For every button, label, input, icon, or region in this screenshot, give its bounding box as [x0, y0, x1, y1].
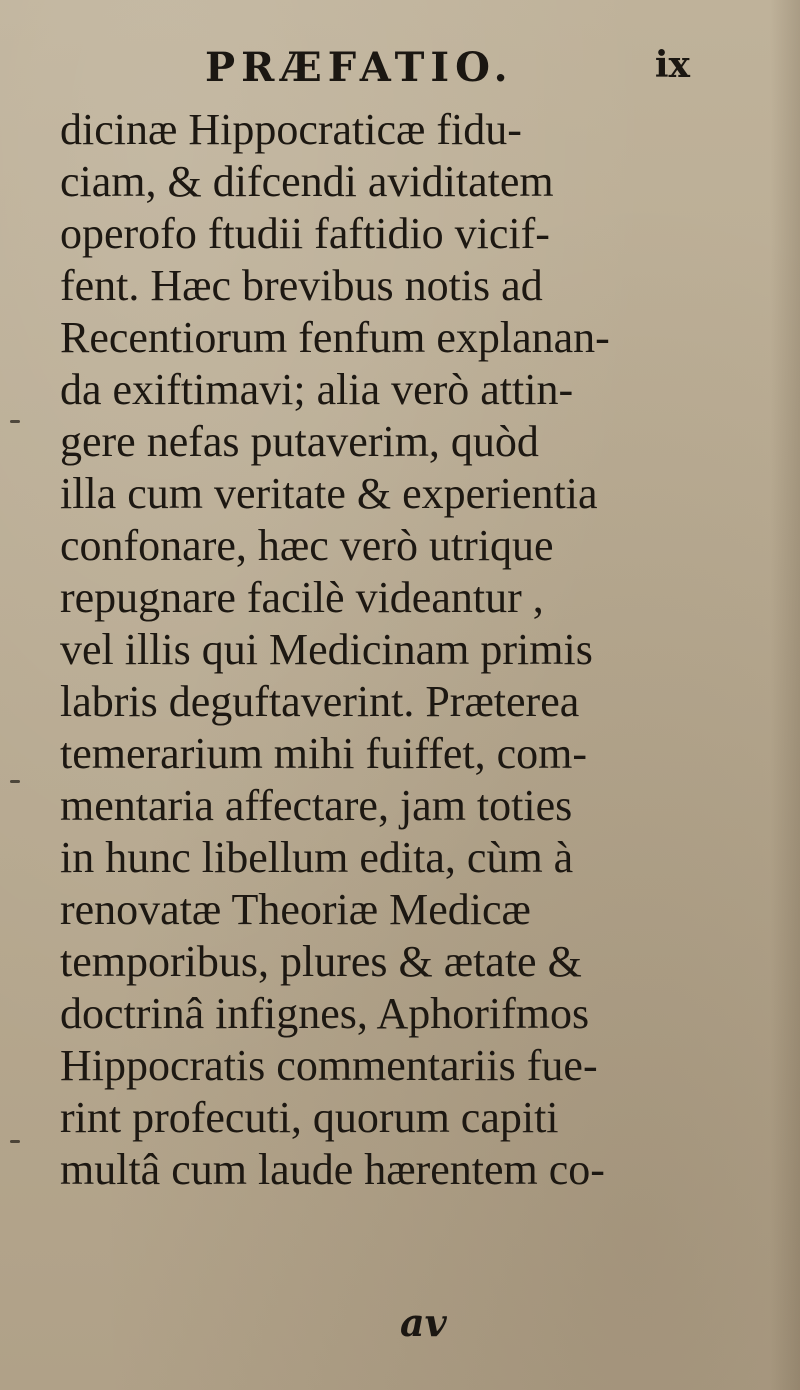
text-line: da exiftimavi; alia verò attin- [60, 365, 574, 414]
text-line: illa cum veritate & experientia [60, 469, 598, 518]
body-text [60, 104, 740, 1196]
text-line: gere nefas putaverim, quòd [60, 417, 539, 466]
text-line: renovatæ Theoriæ Medicæ [60, 885, 531, 934]
text-line: repugnare facilè videantur , [60, 573, 544, 622]
page-header [60, 38, 760, 98]
text-line: confonare, hæc verò utrique [60, 521, 554, 570]
text-line: in hunc libellum edita, cùm à [60, 833, 574, 882]
text-line: temerarium mihi fuiffet, com- [60, 729, 588, 778]
page-edge-shadow [770, 0, 800, 1390]
text-line: rint profecuti, quorum capiti [60, 1093, 559, 1142]
text-line: Hippocratis commentariis fue- [60, 1041, 598, 1090]
text-line: temporibus, plures & ætate & [60, 937, 582, 986]
running-title: PRÆFATIO. [205, 44, 514, 91]
text-line: Recentiorum fenfum explanan- [60, 313, 610, 362]
text-line: operofo ftudii faftidio vicif- [60, 209, 550, 258]
text-line: doctrinâ infignes, Aphorifmos [60, 989, 590, 1038]
text-line: mentaria affectare, jam toties [60, 781, 573, 830]
text-line: labris deguftaverint. Præterea [60, 677, 580, 726]
margin-mark [10, 420, 20, 423]
text-line: multâ cum laude hærentem co- [60, 1145, 605, 1194]
catchword: av [400, 1300, 447, 1345]
text-line: ciam, & difcendi aviditatem [60, 157, 554, 206]
text-line: dicinæ Hippocraticæ fidu- [60, 105, 522, 154]
margin-mark [10, 780, 20, 783]
page-number: ix [654, 44, 690, 86]
text-line: vel illis qui Medicinam primis [60, 625, 593, 674]
text-line: fent. Hæc brevibus notis ad [60, 261, 543, 310]
margin-mark [10, 1140, 20, 1143]
